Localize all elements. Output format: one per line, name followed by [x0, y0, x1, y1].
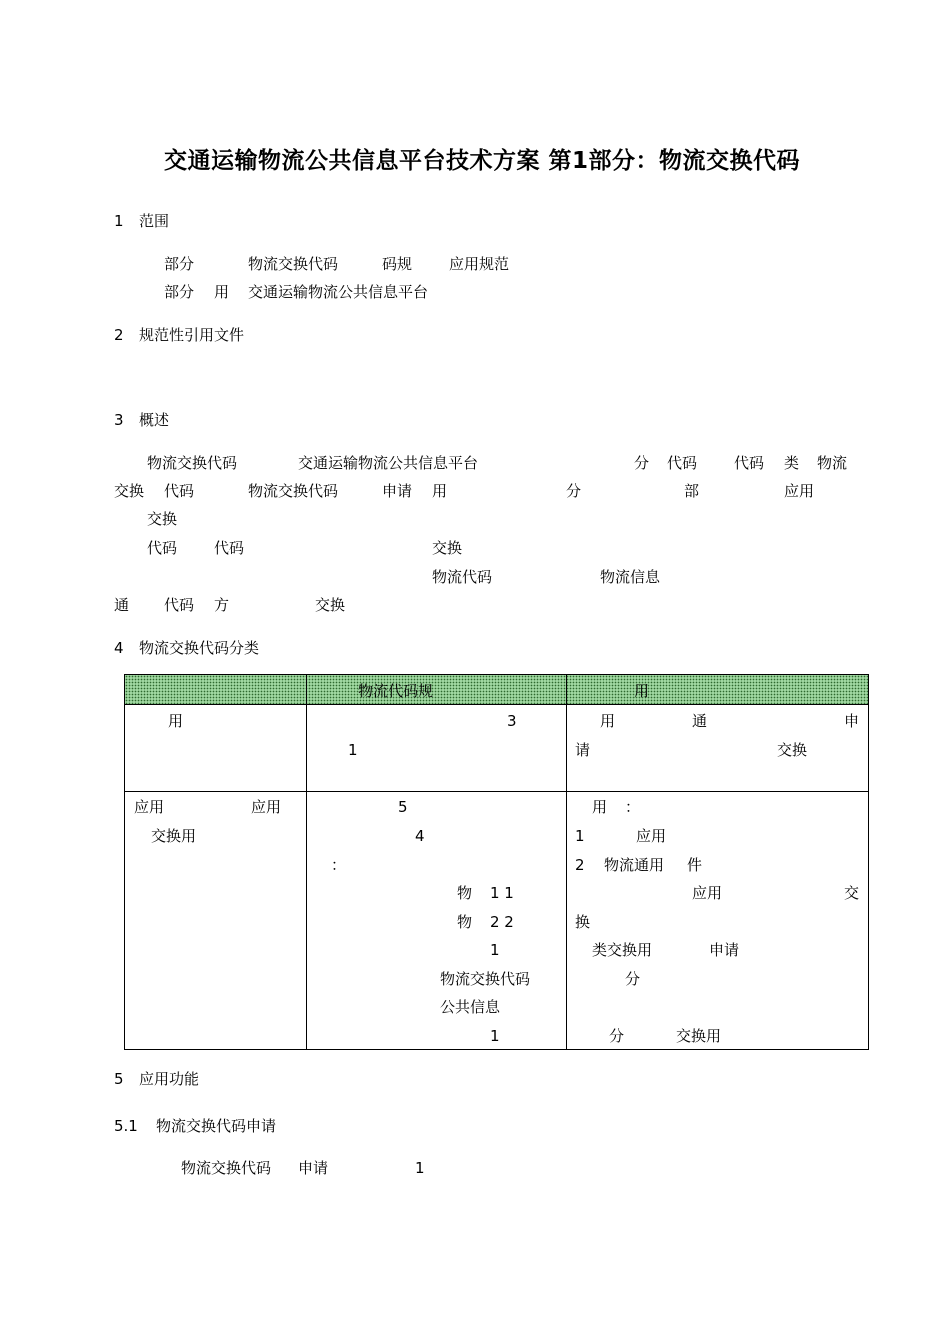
table-cell-text: 交换用 — [676, 1027, 722, 1045]
scope-text: 部分 — [164, 283, 195, 301]
scope-text: 应用规范 — [449, 255, 510, 273]
table-cell-text: 应用 — [134, 798, 165, 816]
section-number: 5 — [114, 1070, 124, 1088]
document-title: 交通运输物流公共信息平台技术方案 第1部分：物流交换代码 — [164, 148, 801, 174]
overview-text: 通 — [114, 596, 130, 614]
table-cell-text: 请 — [575, 741, 591, 759]
table-cell-text: 物 — [457, 884, 473, 902]
section-5-1-text: 物流交换代码 — [181, 1159, 272, 1177]
overview-text: 代码 — [734, 454, 765, 472]
table-cell-text: 换 — [575, 913, 591, 931]
classification-table — [124, 674, 869, 1050]
section-number: 3 — [114, 411, 124, 429]
table-cell-text: 分 — [625, 970, 641, 988]
table-cell-text: 交换用 — [151, 827, 197, 845]
table-cell-text: 2 — [575, 856, 585, 874]
section-title: 物流交换代码分类 — [139, 639, 260, 657]
overview-text: 代码 — [667, 454, 698, 472]
table-cell-text: 通 — [692, 712, 708, 730]
overview-text: 部 — [684, 482, 700, 500]
section-5-heading — [114, 1070, 199, 1088]
column-divider — [566, 675, 567, 1049]
overview-text: 代码 — [164, 596, 195, 614]
table-cell-text: 物流交换代码 — [440, 970, 531, 988]
table-cell-text: 5 — [398, 798, 408, 816]
table-cell-text: 1 — [490, 941, 500, 959]
table-cell-text: 2 2 — [490, 913, 514, 931]
scope-text: 用 — [214, 283, 230, 301]
table-cell-text: 1 — [348, 741, 358, 759]
section-title: 概述 — [139, 411, 170, 429]
table-cell-text: 应用 — [636, 827, 667, 845]
overview-text: 物流交换代码 — [248, 482, 339, 500]
table-cell-text: ： — [331, 856, 347, 874]
table-header-cell: 物流代码规 — [358, 682, 434, 700]
scope-text: 码规 — [382, 255, 413, 273]
overview-text: 物流信息 — [600, 568, 661, 586]
section-4-heading — [114, 639, 259, 657]
overview-text: 物流交换代码 — [147, 454, 238, 472]
row-divider — [125, 791, 868, 792]
overview-text: 物流 — [817, 454, 848, 472]
section-5-1-heading — [114, 1117, 276, 1135]
table-cell-text: ： — [625, 798, 641, 816]
column-divider — [306, 675, 307, 1049]
overview-text: 代码 — [214, 539, 245, 557]
overview-text: 交换 — [315, 596, 346, 614]
table-cell-text: 申请 — [709, 941, 740, 959]
table-cell-text: 用 — [592, 798, 608, 816]
overview-text: 申请 — [382, 482, 413, 500]
section-1-heading — [114, 212, 169, 230]
table-cell-text: 1 — [490, 1027, 500, 1045]
section-2-heading — [114, 326, 244, 344]
section-5-1-text: 1 — [415, 1159, 425, 1177]
section-title: 规范性引用文件 — [139, 326, 245, 344]
section-number: 2 — [114, 326, 124, 344]
overview-text: 用 — [432, 482, 448, 500]
section-number: 1 — [114, 212, 124, 230]
overview-text: 方 — [214, 596, 230, 614]
table-cell-text: 应用 — [251, 798, 282, 816]
table-cell-text: 公共信息 — [440, 998, 501, 1016]
table-cell-text: 3 — [507, 712, 517, 730]
overview-text: 代码 — [164, 482, 195, 500]
table-cell-text: 分 — [609, 1027, 625, 1045]
overview-text: 类 — [784, 454, 800, 472]
table-cell-text: 1 — [575, 827, 585, 845]
table-cell-text: 用 — [600, 712, 616, 730]
scope-text: 物流交换代码 — [248, 255, 339, 273]
scope-text: 交通运输物流公共信息平台 — [248, 283, 429, 301]
overview-text: 分 — [566, 482, 582, 500]
overview-text: 交换 — [114, 482, 145, 500]
overview-text: 分 — [634, 454, 650, 472]
table-cell-text: 申 — [844, 712, 860, 730]
table-cell-text: 4 — [415, 827, 425, 845]
section-number: 5.1 — [114, 1117, 138, 1135]
section-title: 物流交换代码申请 — [156, 1117, 277, 1135]
section-3-heading — [114, 411, 169, 429]
table-cell-text: 用 — [168, 712, 184, 730]
table-cell-text: 件 — [687, 856, 703, 874]
overview-text: 交换 — [432, 539, 463, 557]
table-cell-text: 交 — [844, 884, 860, 902]
section-5-1-text: 申请 — [298, 1159, 329, 1177]
scope-text: 部分 — [164, 255, 195, 273]
overview-text: 物流代码 — [432, 568, 493, 586]
table-cell-text: 交换 — [777, 741, 808, 759]
section-title: 范围 — [139, 212, 170, 230]
section-number: 4 — [114, 639, 124, 657]
table-cell-text: 物 — [457, 913, 473, 931]
table-cell-text: 类交换用 — [592, 941, 653, 959]
table-cell-text: 1 1 — [490, 884, 514, 902]
table-cell-text: 物流通用 — [604, 856, 665, 874]
section-title: 应用功能 — [139, 1070, 200, 1088]
table-cell-text: 应用 — [692, 884, 723, 902]
table-header-row — [125, 675, 868, 705]
overview-text: 交换 — [147, 510, 178, 528]
overview-text: 交通运输物流公共信息平台 — [298, 454, 479, 472]
table-header-cell: 用 — [634, 682, 650, 700]
overview-text: 应用 — [784, 482, 815, 500]
overview-text: 代码 — [147, 539, 178, 557]
